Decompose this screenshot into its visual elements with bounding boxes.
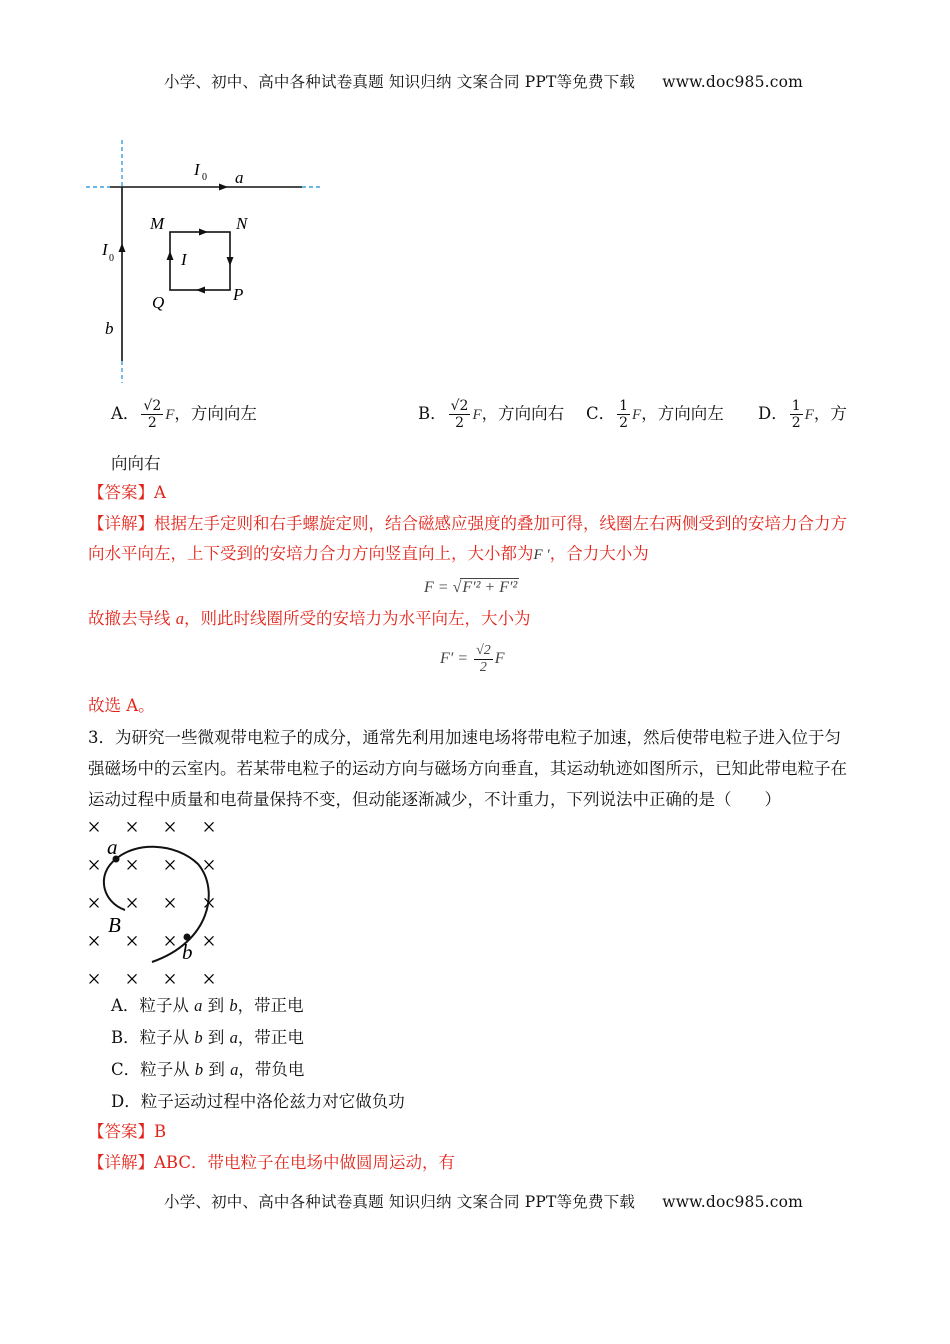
field-cross-icon: × [163, 929, 177, 955]
label-a: a [235, 168, 244, 187]
option-text: ，方向向左 [641, 404, 724, 423]
q3-option-d[interactable]: D．粒子运动过程中洛伦兹力对它做负功 [111, 1092, 405, 1111]
detail-label: 【详解】 [88, 514, 154, 533]
fraction-num: 1 [791, 398, 801, 414]
footer-text: 小学、初中、高中各种试卷真题 知识归纳 文案合同 PPT等免费下载 [164, 1193, 636, 1211]
detail-text: 根据左手定则和右手螺旋定则，结合磁感应强度的叠加可得，线圈左右两侧受到的安培力合力方 [154, 514, 847, 533]
q3-detail [88, 1147, 455, 1179]
answer-label: 【答案】 [88, 1122, 154, 1141]
arrow-mn-icon [199, 229, 208, 236]
option-text: 到 [202, 996, 230, 1015]
fraction [449, 398, 471, 431]
field-cross-icon: × [87, 815, 101, 841]
field-cross-icon: × [125, 929, 139, 955]
fraction-den: 2 [455, 415, 465, 431]
option-text: ，带正电 [237, 1028, 304, 1047]
arrow-np-icon [227, 257, 234, 266]
header-url: www.doc985.com [662, 73, 804, 91]
field-cross-icon: × [202, 891, 216, 917]
force-symbol: F [804, 407, 814, 423]
q3-stem-line3: 运动过程中质量和电荷量保持不变，但动能逐渐减少，不计重力，下列说法中正确的是（ ） [88, 790, 781, 809]
field-cross-icon: × [163, 967, 177, 992]
label-i0-left-sub: 0 [109, 253, 114, 264]
option-text: ，方向向左 [174, 404, 257, 423]
label-a: a [107, 835, 118, 859]
fraction-den: 2 [619, 415, 629, 431]
arrow-qm-icon [167, 251, 174, 260]
particle-trajectory [104, 847, 209, 962]
field-cross-icon: × [163, 815, 177, 841]
detail-text: ABC．带电粒子在电场中做圆周运动，有 [154, 1153, 455, 1172]
field-cross-icon: × [87, 891, 101, 917]
label-n: N [236, 214, 248, 233]
q3-option-c[interactable] [111, 1054, 304, 1086]
arrow-b-icon [119, 243, 126, 252]
q2-answer [88, 477, 166, 509]
force-symbol: F [472, 407, 482, 423]
option-text: C．粒子从 [111, 1060, 195, 1079]
answer-value: B [154, 1122, 167, 1141]
q3-answer [88, 1116, 166, 1148]
detail-text: 向水平向左，上下受到的安培力合力方向竖直向上，大小都为 [88, 544, 534, 563]
option-letter: C． [586, 404, 616, 423]
wire-loop-figure [80, 135, 330, 385]
fraction [141, 398, 163, 431]
q2-option-d-cont: 向向右 [111, 454, 161, 473]
field-cross-icon: × [202, 815, 216, 841]
q3-stem-line1: 3．为研究一些微观带电粒子的成分，通常先利用加速电场将带电粒子加速，然后使带电粒子进入位于匀 [88, 728, 841, 747]
q2-option-c[interactable] [586, 398, 724, 431]
q2-option-a[interactable] [111, 398, 257, 431]
field-cross-icon: × [87, 967, 101, 992]
q3-option-b[interactable] [111, 1022, 304, 1054]
point-symbol: a [229, 1028, 238, 1047]
label-field-b: B [108, 913, 121, 937]
label-b: b [105, 319, 114, 338]
point-symbol: b [229, 996, 238, 1015]
fraction-num: √2 [143, 398, 162, 414]
fraction [474, 643, 493, 676]
field-cross-icon: × [163, 891, 177, 917]
fraction-num: √2 [476, 643, 491, 658]
label-q: Q [152, 293, 165, 312]
header-text: 小学、初中、高中各种试卷真题 知识归纳 文案合同 PPT等免费下载 [164, 73, 636, 91]
answer-value: A [154, 483, 166, 502]
point-symbol: a [194, 996, 203, 1015]
option-text: ，方向向右 [481, 404, 565, 423]
field-cross-icon: × [202, 929, 216, 955]
option-text: 到 [203, 1060, 231, 1079]
label-i0-left: I [102, 240, 108, 259]
q3-stem-line2: 强磁场中的云室内。若某带电粒子的运动方向与磁场方向垂直，其运动轨迹如图所示，已知此带电粒子在 [88, 759, 847, 778]
fraction-num: √2 [450, 398, 469, 414]
force-symbol: F [632, 407, 642, 423]
point-symbol: b [194, 1028, 203, 1047]
formula-lhs: F′ = [440, 650, 473, 668]
page-footer [164, 1190, 803, 1212]
answer-label: 【答案】 [88, 483, 154, 502]
arrow-a-icon [219, 184, 228, 191]
point-symbol: a [230, 1060, 239, 1079]
formula-resultant: F = √F′² + F′² [424, 579, 518, 596]
fraction [790, 398, 803, 431]
label-m: M [150, 214, 165, 233]
option-letter: B． [418, 404, 447, 423]
q2-detail-line1 [88, 508, 868, 540]
force-symbol: F [494, 650, 505, 668]
option-letter: A． [111, 404, 140, 423]
field-cross-icon: × [202, 853, 216, 879]
field-cross-icon: × [125, 815, 139, 841]
option-text: A．粒子从 [111, 996, 195, 1015]
detail-label: 【详解】 [88, 1153, 154, 1172]
label-i0-top-sub: 0 [202, 172, 207, 183]
magnetic-field-figure [80, 812, 240, 992]
label-i0-top: I [194, 160, 200, 179]
q2-detail-line2 [88, 538, 649, 571]
q3-option-a[interactable] [111, 990, 304, 1022]
q2-option-b[interactable] [418, 398, 564, 431]
label-p: P [233, 285, 244, 304]
q2-option-d[interactable] [758, 398, 847, 431]
option-text: B．粒子从 [111, 1028, 195, 1047]
option-text: ，带负电 [238, 1060, 305, 1079]
arrow-pq-icon [196, 287, 205, 294]
detail-text: ，合力大小为 [549, 544, 649, 563]
footer-url: www.doc985.com [662, 1193, 804, 1211]
current-loop [170, 232, 230, 290]
option-text: 到 [202, 1028, 230, 1047]
field-cross-icon: × [125, 967, 139, 992]
detail-text: 故撤去导线 [88, 609, 176, 628]
force-symbol: F [165, 407, 175, 423]
option-text: ，方 [813, 404, 847, 423]
option-text: ，带正电 [237, 996, 304, 1015]
detail-text: ，则此时线圈所受的安培力为水平向左，大小为 [184, 609, 531, 628]
field-cross-icon: × [202, 967, 216, 992]
fraction-den: 2 [147, 415, 157, 431]
field-cross-icon: × [163, 853, 177, 879]
field-cross-icon: × [87, 929, 101, 955]
formula-radicand: F′² + F′² [462, 579, 518, 596]
wire-symbol: a [175, 609, 184, 628]
field-cross-icon: × [125, 853, 139, 879]
page-header [164, 70, 803, 92]
formula-result [440, 643, 505, 676]
q2-detail-line3 [88, 603, 531, 635]
label-b: b [182, 940, 193, 964]
option-letter: D． [758, 404, 788, 423]
field-cross-icon: × [87, 853, 101, 879]
fraction [617, 398, 630, 431]
point-symbol: b [194, 1060, 204, 1079]
fraction-num: 1 [619, 398, 629, 414]
force-symbol: F ′ [533, 547, 550, 563]
label-i: I [181, 250, 187, 269]
field-cross-icon: × [125, 891, 139, 917]
formula-lhs: F = [424, 579, 453, 596]
fraction-den: 2 [479, 660, 487, 675]
q2-conclusion: 故选 A。 [88, 696, 155, 715]
fraction-den: 2 [791, 415, 801, 431]
